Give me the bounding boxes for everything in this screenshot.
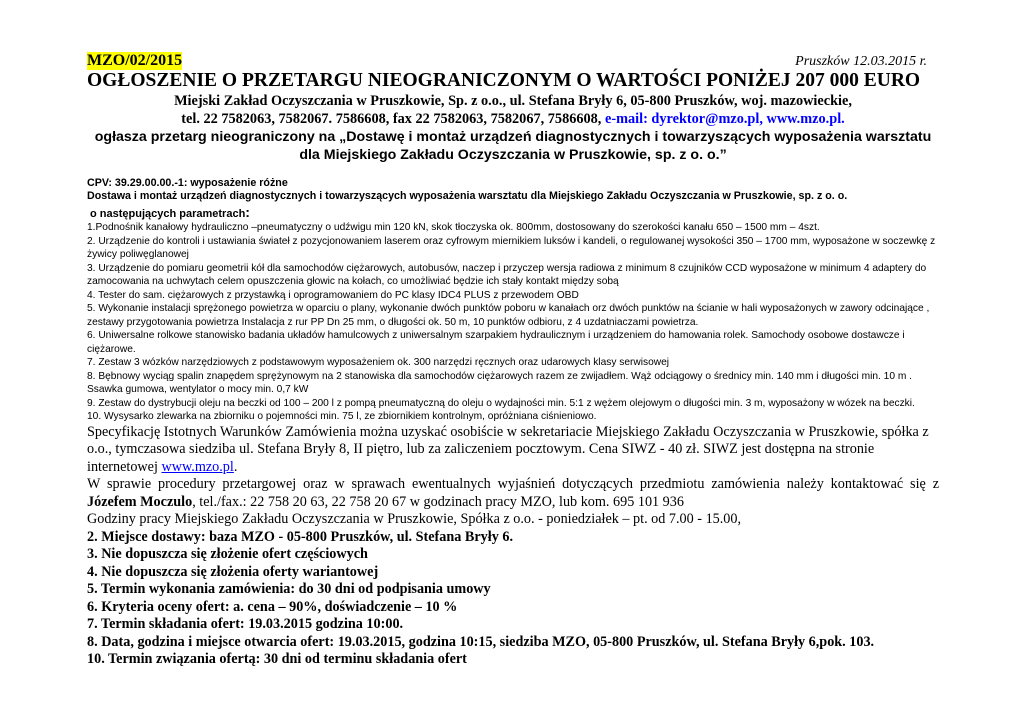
list-item: 7. Zestaw 3 wózków narzędziowych z podstawowym wyposażeniem ok. 300 narzędzi ręcznych oraz udarowych klasy serwisowej (87, 357, 670, 368)
list-item: 6. Uniwersalne rolkowe stanowisko badania układów hamulcowych z uniwersalnym szarpakiem hydraulicznym i urządzeniem do hamowania rolek. Samochody osobowe dostawcze i ciężarowe. (87, 330, 905, 355)
list-item: 5. Wykonanie instalacji sprężonego powietrza w oparciu o plany, wykonanie dwóch punktów poboru w kanałach orz dwóch punktów na ścianie w hali wyposażonych w zawory odcinające , zestawy przygotowania powietrza Instalacja z rur PP Dn 25 mm, o długości ok. 50 m, 10 punktów odbioru, z 4 uzdatniaczami powietrza. (87, 303, 930, 328)
website-link[interactable]: www.mzo.pl (161, 458, 234, 475)
cpv-section (87, 177, 939, 203)
document-title: OGŁOSZENIE O PRZETARGU NIEOGRANICZONYM O WARTOŚCI PONIŻEJ 207 000 EURO (87, 70, 921, 91)
params-label-text: o następujących parametrach (90, 208, 246, 220)
siwz-paragraph (87, 424, 939, 477)
contact-line (87, 110, 939, 128)
list-item: 2. Urządzenie do kontroli i ustawiania świateł z pozycjonowaniem laserem oraz cyfrowym miernikiem luksów i kandeli, o regulowanej wysokości 350 – 1700 mm, wyposażone w soczewkę z żywicy poliwęglanowej (87, 235, 936, 260)
place-date: Pruszków 12.03.2015 r. (795, 54, 927, 69)
term-item: 2. Miejsce dostawy: baza MZO - 05-800 Pruszków, ul. Stefana Bryły 6. (87, 528, 513, 545)
list-item: 8. Bębnowy wyciąg spalin znapędem sprężynowym na 2 stanowiska dla samochodów ciężarowych razem ze zwijadłem. Wąż odciągowy o średnicy min. 140 mm i długości min. 10 m . Ssawka gumowa, wentylator o mocy min. 0,7 kW (87, 370, 912, 395)
term-item: 10. Termin związania ofertą: 30 dni od terminu składania ofert (87, 651, 467, 667)
list-item: 10. Wysysarko zlewarka na zbiorniku o pojemności min. 75 l, ze zbiornikiem kontrolnym, opróżniana ciśnieniowo. (87, 411, 597, 422)
term-item: 7. Termin składania ofert: 19.03.2015 godzina 10:00. (87, 616, 404, 632)
equipment-list (87, 221, 939, 424)
siwz-text: Specyfikację Istotnych Warunków Zamówienia można uzyskać osobiście w sekretariacie Miejskiego Zakładu Oczyszczania w Pruszkowie, spółka z o.o., tymczasowa siedziba ul. Stefana Bryły 8, II piętro, lub za zaliczeniem pocztowym. Cena SIWZ - 40 zł. SIWZ jest dostępna na stronie internetowej (87, 423, 929, 475)
list-item: 4. Tester do sam. ciężarowych z przystawką i oprogramowaniem do PC klasy IDC4 PLUS z przewodem OBD (87, 289, 579, 301)
phone-fax: tel. 22 7582063, 7582067. 7586608, fax 22 7582063, 7582067, 7586608, (181, 111, 602, 127)
contact-text-2: , tel./fax.: 22 758 20 63, 22 758 20 67 w godzinach pracy MZO, lub kom. 695 101 936 (192, 493, 684, 510)
params-label (87, 205, 939, 221)
list-item: 3. Urządzenie do pomiaru geometrii kół dla samochodów ciężarowych, autobusów, naczep i przyczep wersja radiowa z minimum 8 czujników CCD wyposażone w minimum 4 adaptery do zamocowania na uchwytach celem opuszczenia głowic na kołach, co umożliwiać będzie ich stały kontakt między sobą (87, 262, 927, 287)
list-item: 1.Podnośnik kanałowy hydrauliczno –pneumatyczny o udźwigu min 120 kN, skok tłoczyska ok. 800mm, dostosowany do szerokości kanału 650 – 1500 mm – 4szt. (87, 222, 820, 233)
contact-text-1: W sprawie procedury przetargowej oraz w sprawach ewentualnych wyjaśnień dotyczących przedmiotu zamówienia należy kontaktować się z (87, 476, 939, 492)
email-www[interactable]: e-mail: dyrektor@mzo.pl, www.mzo.pl. (604, 111, 845, 127)
terms-list (87, 529, 939, 669)
params-colon: : (245, 204, 250, 220)
announcement-line-1: ogłasza przetarg nieograniczony na „Dostawę i montaż urządzeń diagnostycznych i towarzyszących wyposażenia warsztatu (94, 129, 932, 145)
contact-person: Józefem Moczulo (87, 493, 193, 510)
cpv-code: CPV: 39.29.00.00.-1: wyposażenie różne (87, 177, 288, 189)
term-item: 8. Data, godzina i miejsce otwarcia ofert: 19.03.2015, godzina 10:15, siedziba MZO, 05-800 Pruszków, ul. Stefana Bryły 6,pok. 103. (87, 633, 875, 650)
list-item: 9. Zestaw do dystrybucji oleju na beczki od 100 – 200 l z pompą pneumatyczną do oleju o wydajności min. 5:1 z wężem olejowym o długości min. 3 m, wyposażony w wózek na beczki. (87, 397, 915, 409)
term-item: 3. Nie dopuszcza się złożenie ofert częściowych (87, 546, 368, 562)
announcement (87, 128, 939, 164)
siwz-period: . (233, 458, 238, 475)
organization-line: Miejski Zakład Oczyszczania w Pruszkowie, Sp. z o.o., ul. Stefana Bryły 6, 05-800 Pruszków, woj. mazowieckie, (174, 93, 852, 109)
term-item: 5. Termin wykonania zamówienia: do 30 dni od podpisania umowy (87, 581, 491, 597)
document-page (87, 50, 939, 669)
reference-number: MZO/02/2015 (87, 52, 183, 69)
announcement-line-2: dla Miejskiego Zakładu Oczyszczania w Pruszkowie, sp. z o. o.” (299, 147, 727, 163)
office-hours: Godziny pracy Miejskiego Zakładu Oczyszczania w Pruszkowie, Spółka z o.o. - poniedziałek – pt. od 7.00 - 15.00, (87, 511, 742, 527)
contact-paragraph (87, 476, 939, 511)
cpv-subject: Dostawa i montaż urządzeń diagnostycznych i towarzyszących wyposażenia warsztatu dla Miejskiego Zakładu Oczyszczania w Pruszkowie, sp. z o. o. (87, 190, 848, 202)
term-item: 6. Kryteria oceny ofert: a. cena – 90%, doświadczenie – 10 % (87, 598, 458, 615)
term-item: 4. Nie dopuszcza się złożenia oferty wariantowej (87, 563, 379, 580)
header-row (87, 50, 939, 70)
